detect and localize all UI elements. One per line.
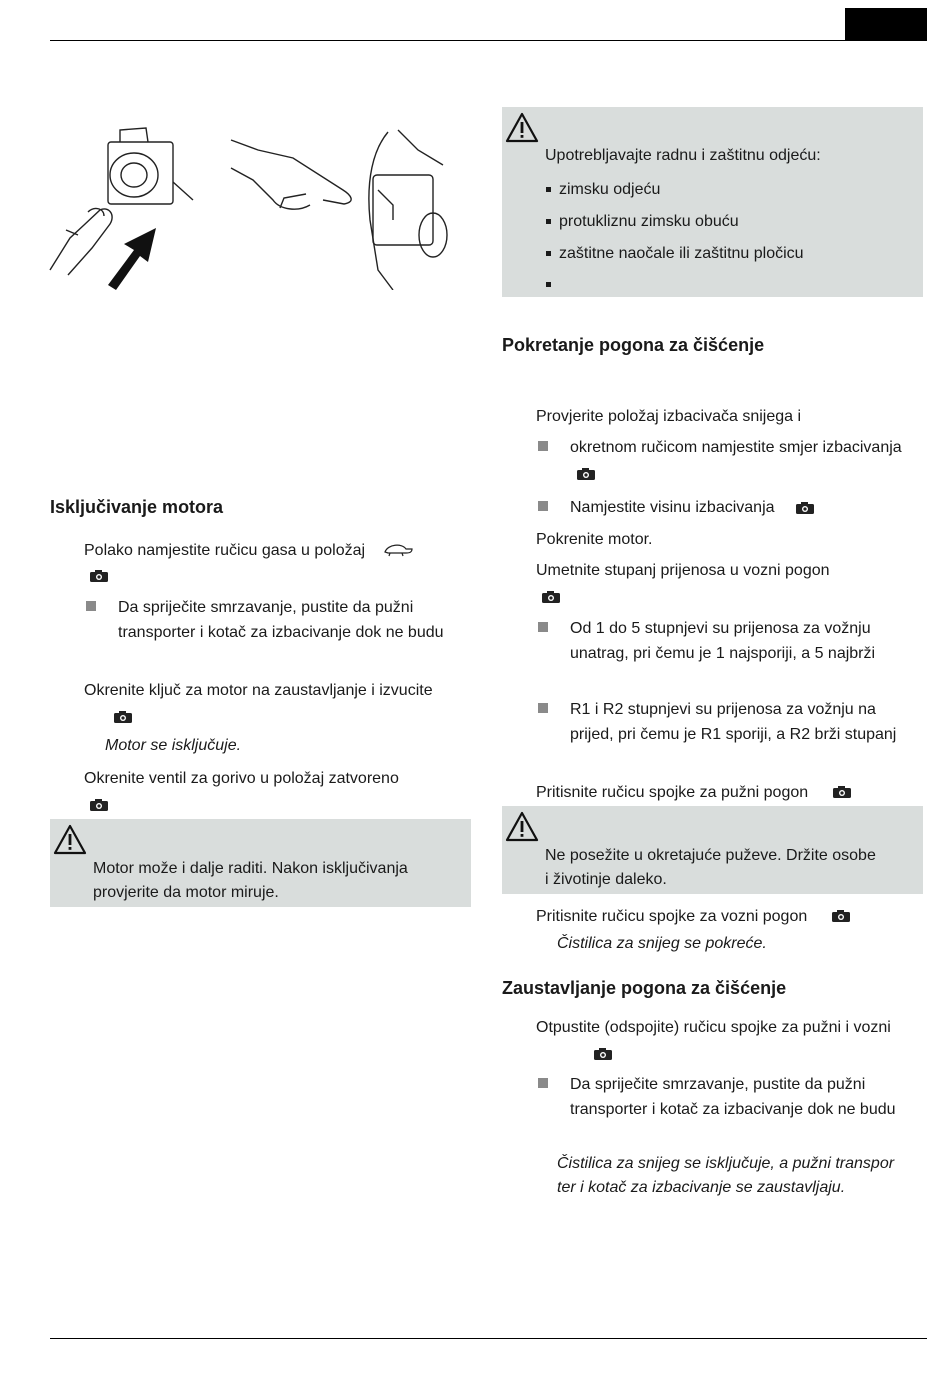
heading-start-drive: Pokretanje pogona za čišćenje: [502, 335, 765, 355]
bullet-chute-direction: okretnom ručicom namjestite smjer izbacivanja: [570, 439, 902, 456]
step-start-engine: Pokrenite motor.: [536, 531, 653, 548]
result-engine-off: Motor se isključuje.: [105, 737, 242, 754]
note-freeze-line1: Da spriječite smrzavanje, pustite da pužni: [118, 599, 414, 616]
note-bullet: [538, 1078, 548, 1088]
camera-icon: [832, 785, 852, 799]
page-tab: [845, 8, 927, 40]
warning-triangle-icon: [505, 112, 539, 144]
stop-note-line1: Da spriječite smrzavanje, pustite da pužni: [570, 1076, 866, 1093]
turtle-slow-icon: [382, 541, 414, 557]
camera-icon: [541, 590, 561, 604]
clothing-item: zaštitne naočale ili zaštitnu pločicu: [559, 245, 804, 262]
warning-left-line2: provjerite da motor miruje.: [93, 884, 279, 901]
heading-stop-drive: Zaustavljanje pogona za čišćenje: [502, 978, 787, 998]
list-bullet: [546, 187, 551, 192]
gear-note2-line2: prijed, pri čemu je R1 sporiji, a R2 brži stupanj: [570, 726, 897, 743]
step-drive-clutch: Pritisnite ručicu spojke za vozni pogon: [536, 908, 808, 925]
header-rule: [50, 40, 927, 41]
camera-icon: [89, 569, 109, 583]
clothing-item: protukliznu zimsku obuću: [559, 213, 739, 230]
clothing-box: [502, 107, 923, 297]
list-bullet: [546, 282, 551, 287]
bullet-chute-height: Namjestite visinu izbacivanja: [570, 499, 775, 516]
step-release-clutch: Otpustite (odspojite) ručicu spojke za pužni i vozni: [536, 1019, 891, 1036]
heading-engine-off: Isključivanje motora: [50, 497, 224, 517]
camera-icon: [795, 501, 815, 515]
clothing-intro: Upotrebljavajte radnu i zaštitnu odjeću:: [545, 147, 821, 164]
stop-result-line2: ter i kotač za izbacivanje se zaustavljaju.: [557, 1179, 846, 1196]
camera-icon: [593, 1047, 613, 1061]
gear-note1-line1: Od 1 do 5 stupnjevi su prijenosa za vožnju: [570, 620, 871, 637]
warning-left-line1: Motor može i dalje raditi. Nakon isključivanja: [93, 860, 408, 877]
step-key: Okrenite ključ za motor na zaustavljanje i izvucite: [84, 682, 433, 699]
step-fuel-valve: Okrenite ventil za gorivo u položaj zatvoreno: [84, 770, 399, 787]
step-check-chute: Provjerite položaj izbacivača snijega i: [536, 408, 802, 425]
note-bullet: [86, 601, 96, 611]
note-bullet: [538, 703, 548, 713]
result-snowthrower-starts: Čistilica za snijeg se pokreće.: [557, 935, 767, 952]
step-throttle: Polako namjestite ručicu gasa u položaj: [84, 542, 366, 559]
camera-icon: [89, 798, 109, 812]
spark-plug-illustration: [48, 120, 448, 290]
gear-note2-line1: R1 i R2 stupnjevi su prijenosa za vožnju na: [570, 701, 876, 718]
camera-icon: [113, 710, 133, 724]
warning-right-line1: Ne posežite u okretajuće puževe. Držite osobe: [545, 847, 876, 864]
stop-note-line2: transporter i kotač za izbacivanje dok ne budu: [570, 1101, 896, 1118]
step-auger-clutch: Pritisnite ručicu spojke za pužni pogon: [536, 784, 809, 801]
note-bullet: [538, 501, 548, 511]
list-bullet: [546, 251, 551, 256]
note-freeze-line2: transporter i kotač za izbacivanje dok ne budu: [118, 624, 444, 641]
warning-right-line2: i životinje daleko.: [545, 871, 667, 888]
camera-icon: [576, 467, 596, 481]
stop-result-line1: Čistilica za snijeg se isključuje, a pužni transpor: [557, 1155, 895, 1172]
warning-triangle-icon: [53, 824, 87, 856]
list-bullet: [546, 219, 551, 224]
camera-icon: [831, 909, 851, 923]
footer-rule: [50, 1338, 927, 1339]
note-bullet: [538, 622, 548, 632]
step-select-gear: Umetnite stupanj prijenosa u vozni pogon: [536, 562, 830, 579]
warning-triangle-icon: [505, 811, 539, 843]
clothing-item: zimsku odjeću: [559, 181, 661, 198]
note-bullet: [538, 441, 548, 451]
gear-note1-line2: unatrag, pri čemu je 1 najsporiji, a 5 najbrži: [570, 645, 876, 662]
